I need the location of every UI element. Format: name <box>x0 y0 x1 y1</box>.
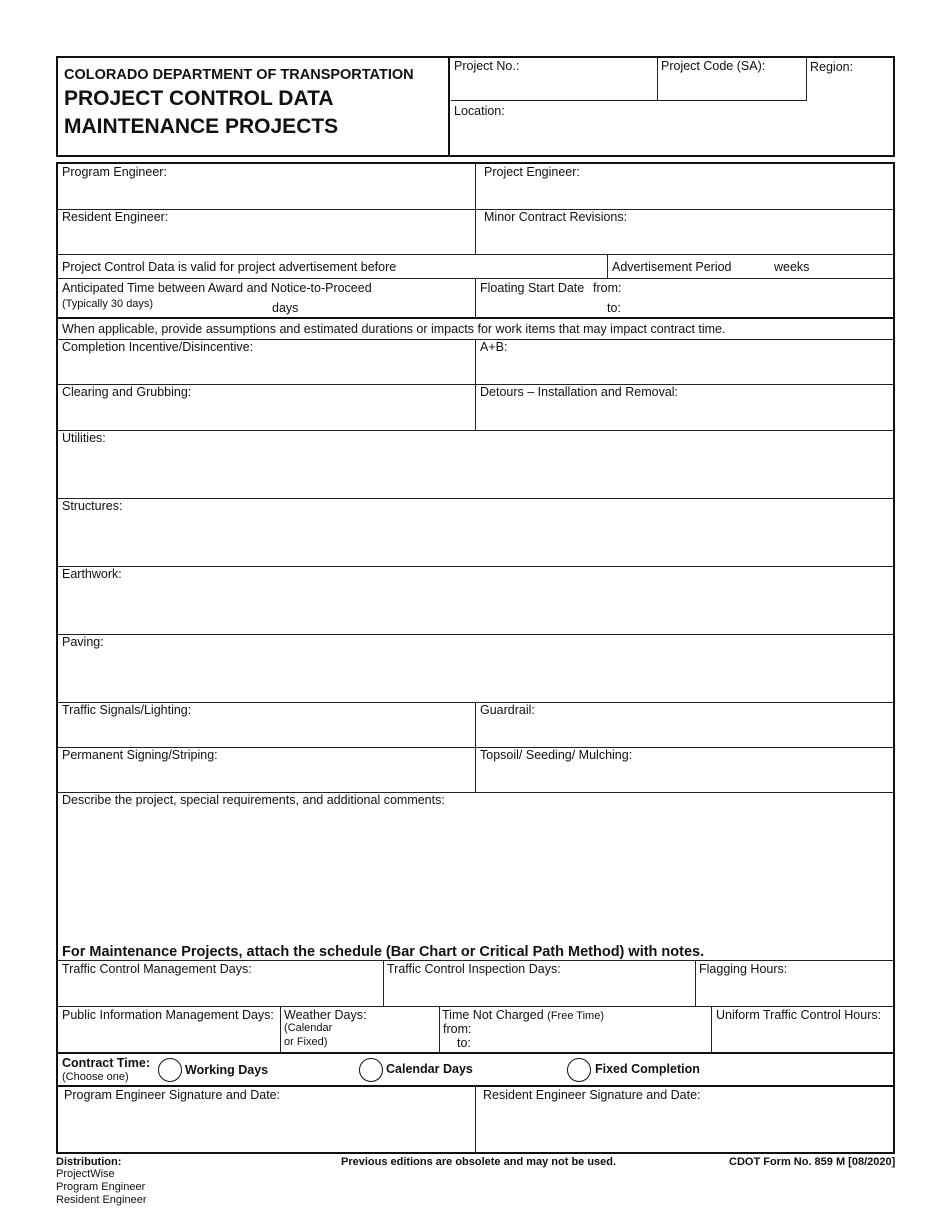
time-not-charged-field[interactable] <box>442 1008 604 1023</box>
project-description-field[interactable]: Describe the project, special requirements, and additional comments: <box>62 793 445 807</box>
agency-name: COLORADO DEPARTMENT OF TRANSPORTATION <box>64 67 414 83</box>
paving-field[interactable]: Paving: <box>62 635 104 649</box>
traffic-signals-field[interactable]: Traffic Signals/Lighting: <box>62 703 192 717</box>
calendar-days-radio[interactable] <box>359 1058 383 1082</box>
time-not-charged-to: to: <box>457 1036 471 1050</box>
row-divider <box>57 498 894 499</box>
fixed-completion-radio[interactable] <box>567 1058 591 1082</box>
typically-note: (Typically 30 days) <box>62 298 154 310</box>
days-label: days <box>272 301 299 315</box>
weather-days-field[interactable]: Weather Days: <box>284 1008 367 1022</box>
row-divider <box>57 430 894 431</box>
minor-contract-revisions-field[interactable]: Minor Contract Revisions: <box>484 210 628 224</box>
col-divider <box>475 279 476 317</box>
resident-engineer-signature-field[interactable]: Resident Engineer Signature and Date: <box>483 1088 701 1102</box>
header-divider <box>448 56 450 157</box>
row-divider-thick <box>57 1052 894 1054</box>
advertisement-valid-field[interactable]: Project Control Data is valid for project advertisement before <box>62 260 397 274</box>
utilities-field[interactable]: Utilities: <box>62 431 106 445</box>
program-engineer-field[interactable]: Program Engineer: <box>62 165 167 179</box>
detours-field[interactable]: Detours – Installation and Removal: <box>480 385 679 399</box>
calendar-days-label: Calendar Days <box>386 1062 473 1076</box>
floating-start-date-field[interactable]: Floating Start Date <box>480 281 585 295</box>
maintenance-attach-note: For Maintenance Projects, attach the schedule (Bar Chart or Critical Path Method) with notes. <box>62 944 705 960</box>
distribution-item: ProjectWise <box>56 1168 115 1180</box>
traffic-control-insp-field[interactable]: Traffic Control Inspection Days: <box>387 962 561 976</box>
advertisement-period-field[interactable]: Advertisement Period <box>612 260 732 274</box>
row-divider <box>57 634 894 635</box>
header-row-divider <box>451 100 807 101</box>
traffic-control-mgmt-field[interactable]: Traffic Control Management Days: <box>62 962 252 976</box>
guardrail-field[interactable]: Guardrail: <box>480 703 535 717</box>
working-days-radio[interactable] <box>158 1058 182 1082</box>
distribution-label: Distribution: <box>56 1156 122 1168</box>
row-divider-thick <box>57 317 894 319</box>
topsoil-field[interactable]: Topsoil/ Seeding/ Mulching: <box>480 748 633 762</box>
clearing-grubbing-field[interactable]: Clearing and Grubbing: <box>62 385 192 399</box>
distribution-item: Program Engineer <box>56 1181 146 1193</box>
weather-days-sub2: or Fixed) <box>284 1036 328 1048</box>
distribution-item: Resident Engineer <box>56 1194 147 1206</box>
choose-one-note: (Choose one) <box>62 1071 129 1083</box>
col-divider <box>280 1007 281 1052</box>
form-title-line2: MAINTENANCE PROJECTS <box>64 115 339 138</box>
col-divider <box>607 255 608 278</box>
row-divider <box>57 566 894 567</box>
working-days-label: Working Days <box>185 1063 269 1077</box>
project-engineer-field[interactable]: Project Engineer: <box>484 165 580 179</box>
project-code-left-border <box>657 58 658 100</box>
location-field[interactable]: Location: <box>454 104 505 118</box>
permanent-signing-field[interactable]: Permanent Signing/Striping: <box>62 748 218 762</box>
a-plus-b-field[interactable]: A+B: <box>480 340 508 354</box>
form-title-line1: PROJECT CONTROL DATA <box>64 87 334 110</box>
region-left-border <box>806 58 807 100</box>
program-engineer-signature-field[interactable]: Program Engineer Signature and Date: <box>64 1088 281 1102</box>
row-divider <box>57 254 894 255</box>
row-divider <box>57 209 894 210</box>
work-items-instruction: When applicable, provide assumptions and estimated durations or impacts for work items that may impact contract time. <box>62 322 726 336</box>
flagging-hours-field[interactable]: Flagging Hours: <box>699 962 788 976</box>
contract-time-label: Contract Time: <box>62 1056 150 1070</box>
structures-field[interactable]: Structures: <box>62 499 123 513</box>
col-divider <box>695 961 696 1006</box>
form-number: CDOT Form No. 859 M [08/2020] <box>729 1156 896 1168</box>
col-divider <box>383 961 384 1006</box>
row-divider <box>57 960 894 961</box>
uniform-tc-hours-field[interactable]: Uniform Traffic Control Hours: <box>716 1008 882 1022</box>
col-divider <box>439 1007 440 1052</box>
col-divider <box>475 1086 476 1153</box>
project-no-field[interactable]: Project No.: <box>454 59 520 73</box>
resident-engineer-field[interactable]: Resident Engineer: <box>62 210 169 224</box>
time-not-charged-from: from: <box>443 1022 472 1036</box>
fixed-completion-label: Fixed Completion <box>595 1062 700 1076</box>
public-info-field[interactable]: Public Information Management Days: <box>62 1008 274 1022</box>
region-field[interactable]: Region: <box>810 60 854 74</box>
weeks-label: weeks <box>774 260 810 274</box>
floating-to-label: to: <box>607 301 621 315</box>
col-divider <box>711 1007 712 1052</box>
free-time-note: (Free Time) <box>547 1010 604 1022</box>
time-not-charged-label: Time Not Charged <box>442 1008 544 1022</box>
completion-incentive-field[interactable]: Completion Incentive/Disincentive: <box>62 340 254 354</box>
obsolete-notice: Previous editions are obsolete and may not be used. <box>341 1156 617 1168</box>
anticipated-time-field[interactable]: Anticipated Time between Award and Notice-to-Proceed <box>62 281 372 295</box>
row-divider <box>57 1006 894 1007</box>
project-code-field[interactable]: Project Code (SA): <box>661 59 766 73</box>
weather-days-sub1: (Calendar <box>284 1022 333 1034</box>
earthwork-field[interactable]: Earthwork: <box>62 567 122 581</box>
floating-from-label: from: <box>593 281 622 295</box>
